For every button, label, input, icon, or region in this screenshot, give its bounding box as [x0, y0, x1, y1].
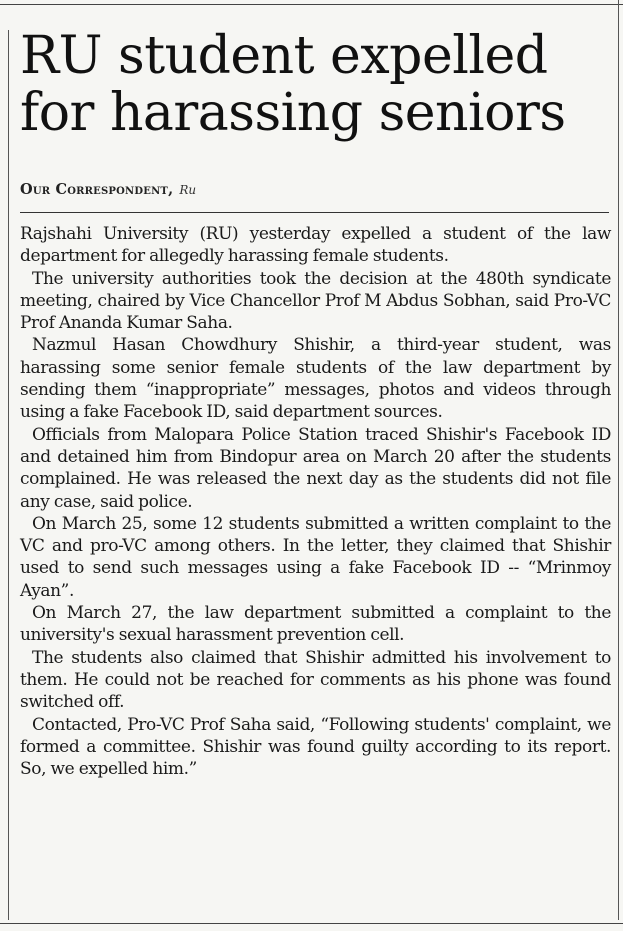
paragraph: The university authorities took the decision at the 480th syndicate meeting, chaired by Vice Chancellor Prof M Abdus Sobhan, said Pro-VC Prof Ananda Kumar Saha. [20, 268, 611, 334]
right-border-rule [618, 0, 619, 920]
headline: RU student expelled for harassing seniors [20, 26, 566, 143]
dateline: Ru [179, 183, 197, 197]
left-border-rule [8, 30, 9, 920]
paragraph: Rajshahi University (RU) yesterday expelled a student of the law department for allegedly harassing female students. [20, 224, 611, 267]
paragraph: The students also claimed that Shishir admitted his involvement to them. He could not be reached for comments as his phone was found switched off. [20, 647, 611, 713]
paragraph: Nazmul Hasan Chowdhury Shishir, a third-year student, was harassing some senior female students of the law department by sending them “inappropriate” messages, photos and videos through using a fake Facebook ID, said department sources. [20, 335, 611, 423]
article-body [20, 223, 611, 780]
byline-row [20, 181, 609, 205]
byline-divider [20, 212, 609, 213]
paragraph: On March 25, some 12 students submitted a written complaint to the VC and pro-VC among others. In the letter, they claimed that Shishir used to send such messages using a fake Facebook ID -- “Mrinmoy Ayan”. [20, 513, 611, 601]
byline: Our Correspondent, [20, 181, 174, 198]
paragraph: Officials from Malopara Police Station traced Shishir's Facebook ID and detained him from Bindopur area on March 20 after the students complained. He was released the next day as the students did not file any case, said police. [20, 424, 611, 512]
paragraph: Contacted, Pro-VC Prof Saha said, “Following students' complaint, we formed a committee. Shishir was found guilty according to its report. So, we expelled him.” [20, 714, 611, 780]
bottom-border-rule [0, 923, 623, 924]
top-border-rule [0, 4, 623, 5]
paragraph: On March 27, the law department submitted a complaint to the university's sexual harassment prevention cell. [20, 603, 611, 646]
